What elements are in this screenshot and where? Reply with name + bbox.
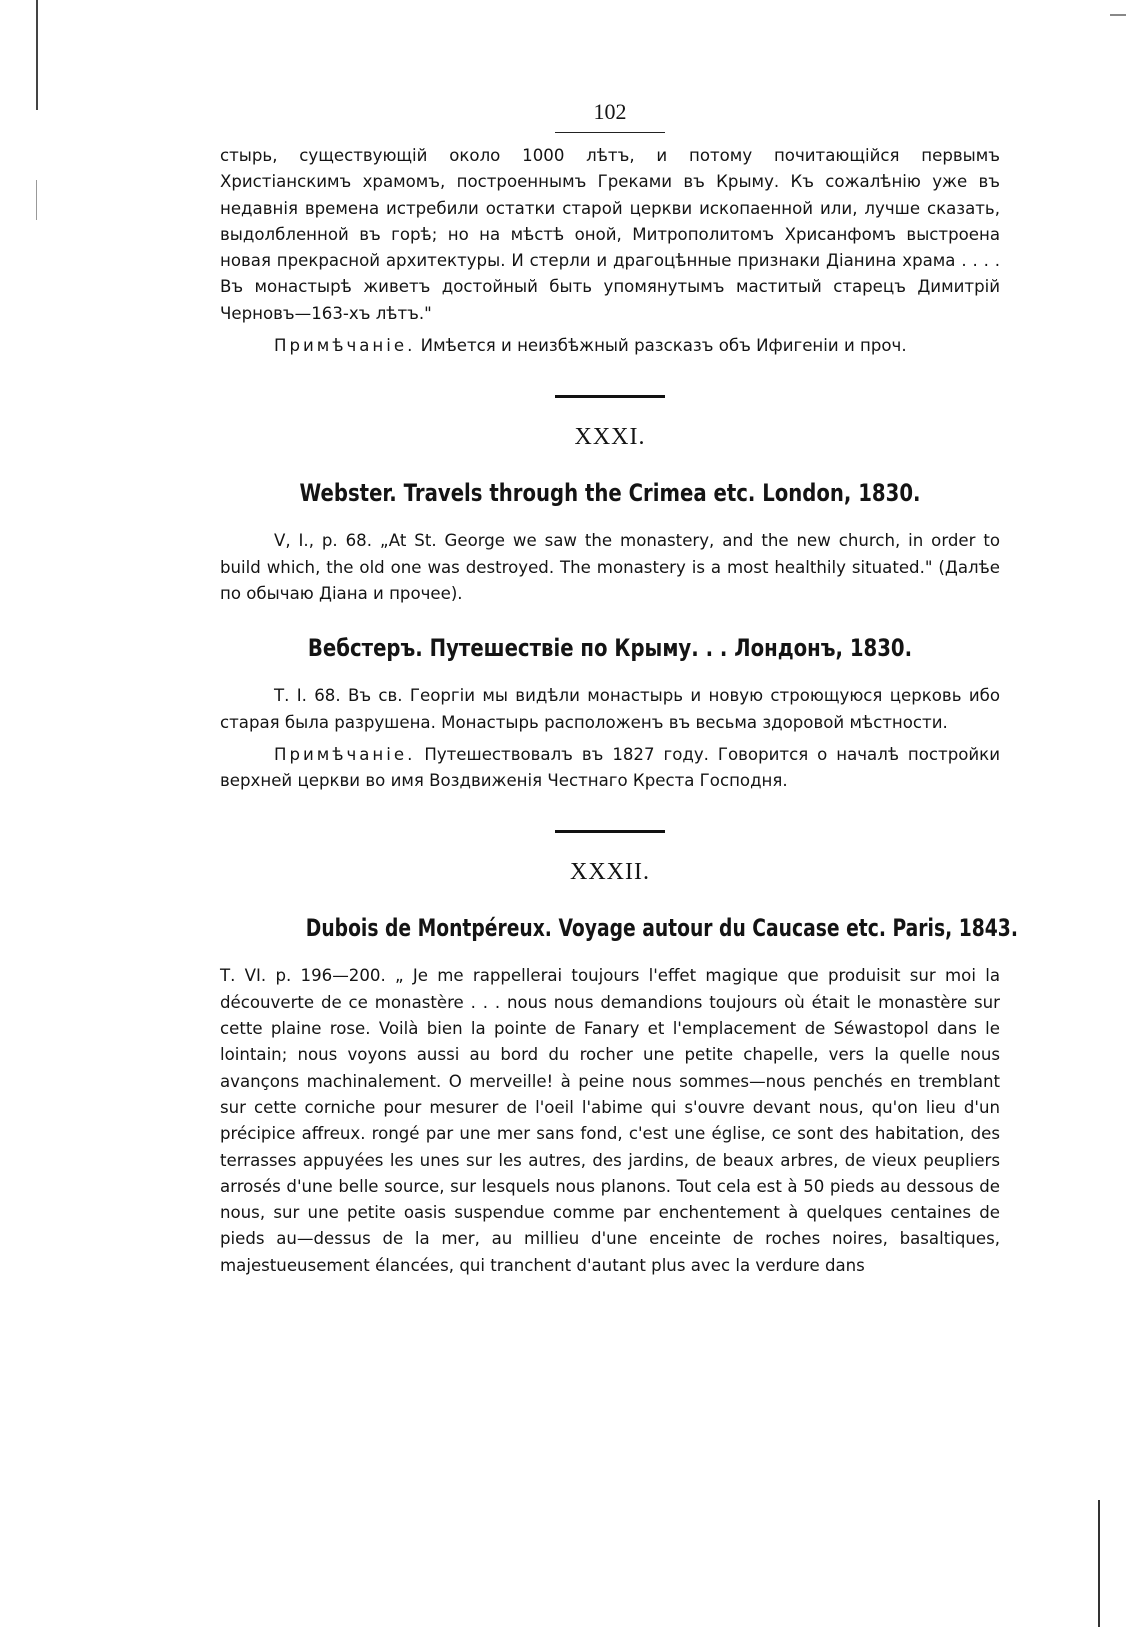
section-divider: [555, 395, 665, 398]
section-31-title-ru: Вебстеръ. Путешествіе по Крыму. . . Лондонъ, 1830.: [307, 634, 913, 663]
section-32-text: Т. VI. p. 196—200. „ Je me rappellerai toujours l'effet magique que produisit sur moi la découverte de ce monastère . . . nous nous demandions toujours où était le monastère sur cette plaine rose. Voilà bien la pointe de Fanary et l'emplacement de Séwastopol dans le lointain; nous voyons aussi au bord du rocher une petite chapelle, vers la quelle nous avançons machinalement. O merveille! à peine nous sommes—nous penchés en tremblant sur cette corniche pour mesurer de l'oeil l'abime qui s'ouvre devant nous, qu'on lieu d'un précipice affreux. rongé par une mer sans fond, c'est une église, ce sont des habitation, des terrasses appuyées les unes sur les autres, des jardins, de beaux arbres, de vieux peupliers arrosés d'une belle source, sur lesquels nous planons. Tout cela est à 50 pieds au dessous de nous, sur une petite oasis suspendue comme par enchentement à quelques centaines de pieds au—dessus de la mer, au millieu d'une enceinte de roches noires, basaltiques, majestueusement élancées, qui tranchent d'autant plus avec la verdure dans: [220, 966, 1000, 1275]
section-31-text-ru: Т. I. 68. Въ св. Георгіи мы видѣли монастырь и новую строющуюся церковь ибо старая была разрушена. Монастырь расположенъ въ весьма здоровой мѣстности.: [220, 686, 1000, 732]
section-number-32: XXXII.: [570, 859, 650, 886]
note-text: Имѣется и неизбѣжный разсказъ объ Ифигеніи и проч.: [420, 336, 907, 356]
scan-left-edge: [36, 0, 38, 110]
section-31-note: [220, 742, 1000, 795]
document-page: [220, 98, 1018, 1279]
scan-right-edge: [1098, 1500, 1100, 1627]
intro-paragraph: стырь, существующій около 1000 лѣтъ, и потому почитающійся первымъ Христіанскимъ храмомъ, построеннымъ Греками въ Крыму. Къ сожалѣнію уже въ недавнія времена истребили остатки старой церкви ископаенной или, лучше сказать, выдолбленной въ горѣ; но на мѣстѣ оной, Митрополитомъ Хрисанфомъ выстроена новая прекрасной архитектуры. И стерли и драгоцѣнные признаки Діанина храма . . . . Въ монастырѣ живетъ достойный быть упомянутымъ маститый старецъ Димитрій Черновъ—163-хъ лѣтъ.": [220, 146, 1000, 323]
note-label: Примѣчаніе.: [274, 744, 416, 764]
scan-left-edge-mark: [36, 180, 37, 220]
section-31-title-en: Webster. Travels through the Crimea etc. London, 1830.: [299, 479, 921, 508]
page-number: 102: [593, 99, 627, 124]
scan-corner-mark: [1110, 14, 1126, 16]
intro-note: [220, 333, 1000, 359]
section-32-title: Dubois de Montpéreux. Voyage autour du Caucase etc. Paris, 1843.: [305, 914, 1018, 943]
page-number-rule: [555, 132, 665, 133]
section-divider: [555, 830, 665, 833]
note-text: Путешествовалъ въ 1827 году. Говорится о началѣ постройки верхней церкви во имя Воздвиженія Честнаго Креста Господня.: [220, 744, 1000, 791]
note-label: Примѣчаніе.: [274, 336, 416, 356]
section-31-text-en: V, I., p. 68. „At St. George we saw the monastery, and the new church, in order to build which, the old one was destroyed. The monastery is a most healthily situated." (Далѣе по обычаю Діана и прочее).: [220, 531, 1000, 603]
section-number-31: XXXI.: [574, 424, 646, 451]
